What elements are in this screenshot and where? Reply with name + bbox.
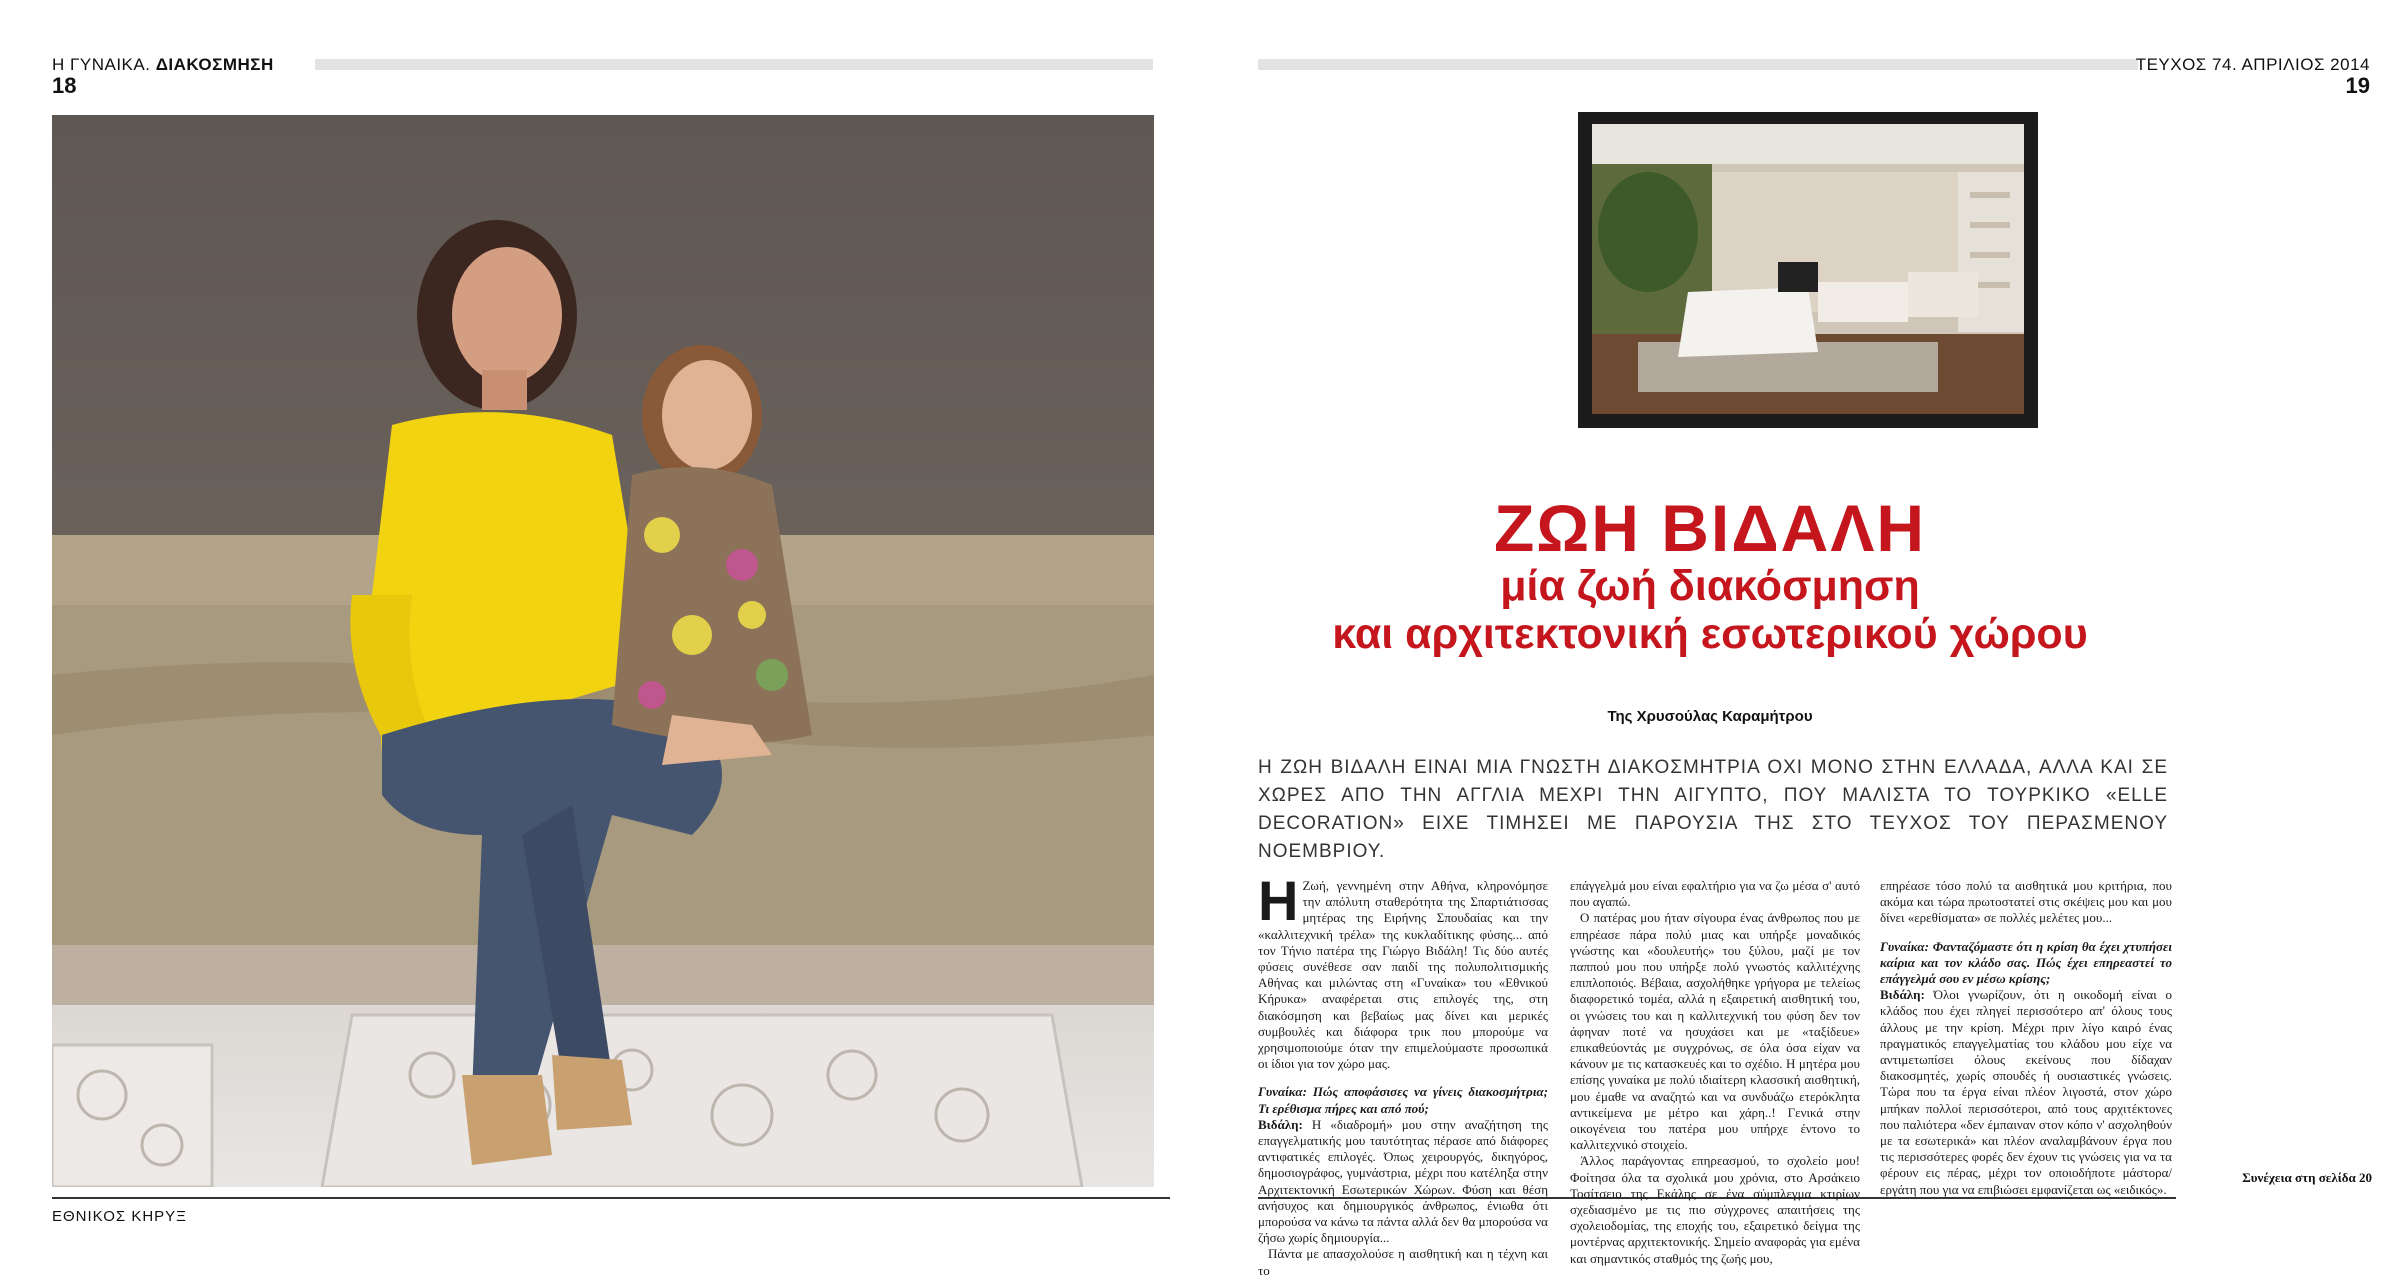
paragraph-text: Ζωή, γεννημένη στην Αθήνα, κληρονόμησε την απόλυτη σταθερότητα της Σπαρτιάτισσας μητέρας της Ειρήνης Σπουδαίας και την «καλλιτεχνική τρέλα» της κυκλαδίτικης φύσης... από τον Τήνιο πατέρα της Γιώργο Βιδάλη! Τις δύο αυτές φύσεις συνέθεσε σαν παιδί της πολυπολιτισμικής Αθήνας και μιλώντας στη «Γυναίκα» του «Εθνικού Κήρυκα» αναφέρεται στις επιλογές της, στη διακόσμηση και βεβαίως μας δίνει και μερικές συμβουλές και διάφορα τρικ που μπορούμε να χρησιμοποιούμε όταν την επιμελούμαστε προσωπικά οι ίδιοι για τον χώρο μας. — [1258, 878, 1548, 1072]
paragraph: επηρέασε τόσο πολύ τα αισθητικά μου κριτήρια, που ακόμα και τώρα πρωτοστατεί στις σκέψεις μου και μου δίνει «ερεθίσματα» σε πολλές μελέτες μου... — [1880, 878, 2172, 926]
header-bar-right — [1258, 59, 2138, 70]
article-title: ΖΩΗ ΒΙΔΑΛΗ — [1493, 491, 1927, 565]
section-label-plain: Η ΓΥΝΑΙΚΑ. — [52, 55, 151, 74]
answer — [1880, 987, 2172, 1198]
article-column-1 — [1258, 869, 1548, 1279]
portrait-photo — [52, 115, 1154, 1187]
answer-text: Η «διαδρομή» μου στην αναζήτηση της επαγγελματικής μου ταυτότητας πέρασε από διάφορες αντιφατικές επιλογές. Όπως χειρουργός, δικηγόρος, δημοσιογράφος, γυμνάστρια, μέχρι που κατέληξα στην Αρχιτεκτονική Εσωτερικών Χώρων. Φύση και θέση ανήσυχος και δημιουργικός άνθρωπος, ένιωθα ότι μπορούσα να κάνω τα πάντα αλλά δεν θα μπορούσα να ζήσω χωρίς δημιουργία... — [1258, 1116, 1548, 1246]
footer-rule-left — [52, 1197, 1170, 1199]
paragraph: Πάντα με απασχολούσε η αισθητική και η τέχνη και το — [1258, 1246, 1548, 1278]
paragraph: Ο πατέρας μου ήταν σίγουρα ένας άνθρωπος που με επηρέασε πάρα πολύ μιας και υπήρξε μοναδικός γνώστης και «δουλευτής» του ξύλου, μαζί με τον παππού μου που υπήρξε πολύ γνωστός καλλιτέχνης επιπλοποιός. Βέβαια, ασχολήθηκε γρήγορα με τελείως διαφορετικό τομέα, αλλά η εξαιρετική αισθητική του, οι γνώσεις του και η καλλιτεχνική του φύση δεν τον άφηναν ποτέ να ησυχάσει και με «ταξίδευε» επικαθεύοντάς με συγχρόνως, σε όλα όσα είχαν να κάνουν με τις κατασκευές και το σχέδιο. Η μητέρα μου επίσης γυναίκα με πολύ ιδιαίτερη κλασσική αισθητική, μου έμαθε να αναζητώ και να συνδυάζω ετερόκλητα αντικείμενα με μέτρο και χάρη..! Γενικά στην οικογένεια του πατέρα μου υπήρχε έντονο το καλλιτεχνικό στοιχείο. — [1570, 910, 1860, 1153]
paragraph: Άλλος παράγοντας επηρεασμού, το σχολείο μου! Φοίτησα όλα τα σχολικά μου χρόνια, στο Αρσάκειο Τοσίτσειο της Εκάλης σε ένα σύμπλεγμα κτιρίων σχεδιασμένο με τις πιο σύγχρονες απαιτήσεις της σχολειοδομίας, της εποχής του, εξαιρετικό δείγμα της μοντέρνας αρχιτεκτονικής. Σημείο αναφοράς για εμένα και σημαντικός σταθμός της ζωής μου, — [1570, 1153, 1860, 1266]
drop-cap: Η — [1258, 869, 1299, 932]
article-subtitle-line2: και αρχιτεκτονική εσωτερικού χώρου — [1332, 610, 2088, 658]
left-page-number: 18 — [52, 73, 77, 98]
speaker-label: Βιδάλη: — [1880, 987, 1925, 1003]
question: Γυναίκα: Φανταζόμαστε ότι η κρίση θα έχει χτυπήσει καίρια και τον κλάδο σας. Πώς έχει επηρεαστεί το επάγγελμά σου εν μέσω κρίσης; — [1880, 938, 2172, 987]
right-page-number: 19 — [2345, 73, 2370, 98]
answer — [1258, 1117, 1548, 1247]
speaker-label: Βιδάλη: — [1258, 1116, 1303, 1132]
continued-note: Συνέχεια στη σελίδα 20 — [2242, 1170, 2372, 1185]
paragraph: επάγγελμά μου είναι εφαλτήριο για να ζω μέσα σ' αυτό που αγαπώ. — [1570, 878, 1860, 910]
byline: Της Χρυσούλας Καραμήτρου — [1607, 708, 1813, 725]
header-bar-left — [315, 59, 1153, 70]
interior-photo — [1578, 112, 2038, 428]
paragraph — [1258, 869, 1548, 1072]
publication-name: ΕΘΝΙΚΟΣ ΚΗΡΥΞ — [52, 1208, 187, 1225]
question: Γυναίκα: Πώς αποφάσισες να γίνεις διακοσμήτρια; Τι ερέθισμα πήρες και από πού; — [1258, 1084, 1548, 1116]
answer-text: Όλοι γνωρίζουν, ότι η οικοδομή είναι ο κλάδος που έχει πληγεί περισσότερο απ' όλους τους άλλους με την κρίση. Μέχρι πριν λίγο καιρό ένας πραγματικός επαγγελματίας του κλάδου μου είχε να αντιμετωπίσει όλους εκείνους που δίδαχαν διακοσμητές, χωρίς σπουδές ή ουσιαστικές γνώσεις. Τώρα που τα έργα είναι πλέον λιγοστά, στον χώρο μπήκαν πολλοί περισσότεροι, από τους αρχιτέκτονες που παλιότερα «δεν έμπαιναν στον κόπο ν' ασχοληθούν με τα εσωτερικά» και πλέον αναλαμβάνουν έργα που τις περισσότερες φορές δεν έχουν τις γνώσεις για να τα φέρουν εις πέρας, μέχρι τον οποιοδήποτε μάστορα/εργάτη που για να επιβιώσει εμφανίζεται ως «ειδικός». — [1880, 987, 2173, 1197]
article-subtitle-line1: μία ζωή διακόσμηση — [1500, 562, 1920, 610]
article-intro: Η ΖΩΗ ΒΙΔΑΛΗ ΕΙΝΑΙ ΜΙΑ ΓΝΩΣΤΗ ΔΙΑΚΟΣΜΗΤΡΙΑ ΟΧΙ ΜΟΝΟ ΣΤΗΝ ΕΛΛΑΔΑ, ΑΛΛΑ ΚΑΙ ΣΕ ΧΩΡΕΣ ΑΠΟ ΤΗΝ ΑΓΓΛΙΑ ΜΕΧΡΙ ΤΗΝ ΑΙΓΥΠΤΟ, ΠΟΥ ΜΑΛΙΣΤΑ ΤΟ ΤΟΥΡΚΙΚΟ «ELLE DECORATION» ΕΙΧΕ ΤΙΜΗΣΕΙ ΜΕ ΠΑΡΟΥΣΙΑ ΤΗΣ ΣΤΟ ΤΕΥΧΟΣ ΤΟΥ ΠΕΡΑΣΜΕΝΟΥ ΝΟΕΜΒΡΙΟΥ. — [1258, 757, 2168, 862]
article-column-3 — [1880, 878, 2172, 1198]
section-label — [52, 55, 274, 75]
issue-label: ΤΕΥΧΟΣ 74. ΑΠΡΙΛΙΟΣ 2014 — [2135, 55, 2370, 74]
section-label-bold: ΔΙΑΚΟΣΜΗΣΗ — [155, 55, 274, 74]
article-column-2 — [1570, 878, 1860, 1267]
